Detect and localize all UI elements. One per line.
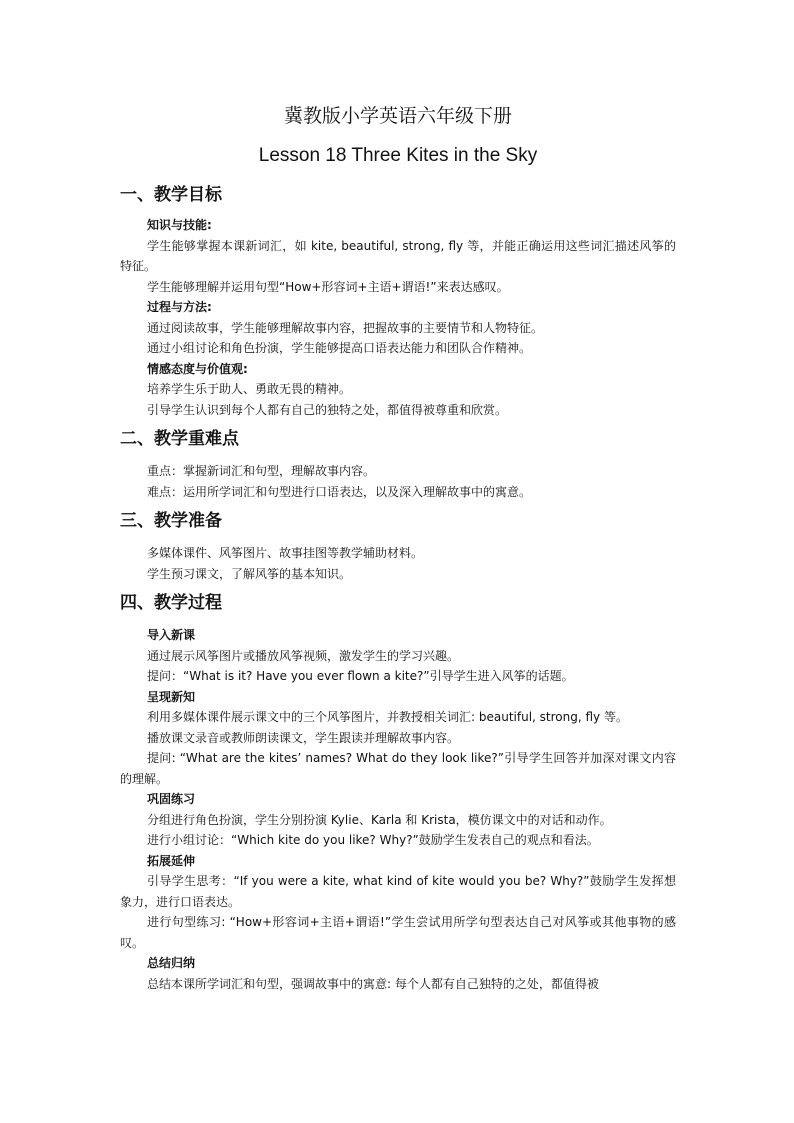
paragraph: 学生能够理解并运用句型“How+形容词+主语+谓语!”来表达感叹。: [147, 279, 509, 294]
subsection-heading: 导入新课: [147, 628, 196, 642]
section-heading: 一、教学目标: [120, 185, 222, 205]
paragraph: 难点：运用所学词汇和句型进行口语表达，以及深入理解故事中的寓意。: [147, 484, 532, 499]
section: [120, 427, 676, 502]
paragraph: 通过阅读故事，学生能够理解故事内容，把握故事的主要情节和人物特征。: [147, 320, 544, 335]
paragraph: 总结本课所学词汇和句型，强调故事中的寓意: 每个人都有自己独特的之处，都值得被: [147, 976, 599, 991]
subsection-heading: 巩固练习: [147, 792, 196, 806]
paragraph: 利用多媒体课件展示课文中的三个风筝图片，并教授相关词汇: beautiful, strong, fly 等。: [147, 710, 628, 724]
paragraph: 播放课文录音或教师朗读课文，学生跟读并理解故事内容。: [147, 730, 460, 745]
paragraph: 通过展示风筝图片或播放风筝视频，激发学生的学习兴趣。: [147, 648, 460, 663]
paragraph: 学生能够掌握本课新词汇，如 kite, beautiful, strong, fly 等，并能正确运用这些词汇描述风筝的特征。: [120, 238, 676, 273]
paragraph: 重点：掌握新词汇和句型，理解故事内容。: [147, 464, 376, 478]
subsection-heading: 拓展延伸: [147, 853, 196, 868]
paragraph: 多媒体课件、风筝图片、故事挂图等教学辅助材料。: [147, 546, 424, 560]
paragraph: 学生预习课文，了解风筝的基本知识。: [147, 566, 352, 581]
paragraph: 提问：“What is it? Have you ever flown a kite?”引导学生进入风筝的话题。: [147, 669, 574, 683]
paragraph: 进行小组讨论：“Which kite do you like? Why?”鼓励学生发表自己的观点和看法。: [147, 833, 599, 847]
paragraph: 引导学生思考：“If you were a kite, what kind of kite would you be? Why?”鼓励学生发挥想象力，进行口语表达。: [120, 874, 676, 909]
paragraph: 培养学生乐于助人、勇敢无畏的精神。: [147, 382, 352, 396]
subsection-heading: 过程与方法:: [147, 300, 212, 314]
document-body: [120, 183, 676, 994]
paragraph: 分组进行角色扮演，学生分别扮演 Kylie、Karla 和 Krista，模仿课文中的对话和动作。: [147, 812, 612, 827]
section-heading: 三、教学准备: [120, 511, 222, 531]
paragraph: 进行句型练习: “How+形容词+主语+谓语!”学生尝试用所学句型表达自己对风筝或其他事物的感叹。: [120, 915, 676, 950]
section-heading: 二、教学重难点: [120, 429, 239, 449]
document-subtitle: Lesson 18 Three Kites in the Sky: [258, 145, 538, 166]
document-title: 冀教版小学英语六年级下册: [283, 105, 512, 127]
subsection-heading: 知识与技能:: [147, 218, 212, 232]
paragraph: 引导学生认识到每个人都有自己的独特之处，都值得被尊重和欣赏。: [147, 402, 508, 417]
paragraph: 通过小组讨论和角色扮演，学生能够提高口语表达能力和团队合作精神。: [147, 341, 532, 355]
subsection-heading: 呈现新知: [147, 689, 196, 704]
subsection-heading: 总结归纳: [147, 956, 196, 970]
paragraph: 提问: “What are the kites’ names? What do they look like?”引导学生回答并加深对课文内容的理解。: [120, 751, 676, 786]
section: [120, 509, 676, 584]
subsection-heading: 情感态度与价值观:: [147, 361, 248, 376]
section: [120, 591, 676, 994]
section: [120, 183, 676, 420]
section-heading: 四、教学过程: [120, 593, 222, 613]
